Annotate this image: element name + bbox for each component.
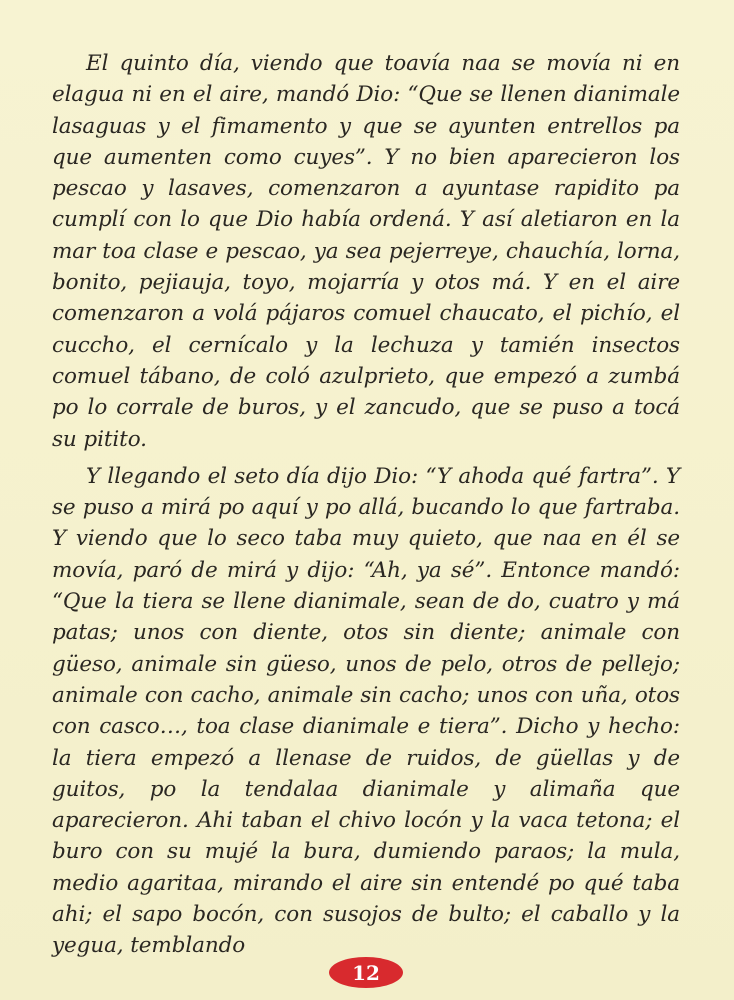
paragraph-1: El quinto día, viendo que toavía naa se movía ni en elagua ni en el aire, mandó Dio: “Que se llenen dianimale lasaguas y el fimamento y que se ayunten entrellos pa que aumenten como cuyes”. Y no bien aparecieron los pescao y lasaves, comenzaron a ayuntase rapidito pa cumplí con lo que Dio había ordená. Y así aletiaron en la mar toa clase e pescao, ya sea pejerreye, chauchía, lorna, bonito, pejiauja, toyo, mojarría y otos má. Y en el aire comenzaron a volá pájaros comuel chaucato, el pichío, el cuccho, el cernícalo y la lechuza y tamién insectos comuel tábano, de coló azulprieto, que empezó a zumbá po lo corrale de buros, y el zancudo, que se puso a tocá su pitito.	[52, 51, 680, 452]
body-text	[52, 48, 680, 962]
page-number-badge	[329, 957, 403, 988]
page-number: 12	[352, 960, 380, 985]
paragraph-2: Y llegando el seto día dijo Dio: “Y ahoda qué fartra”. Y se puso a mirá po aquí y po allá, bucando lo que fartraba. Y viendo que lo seco taba muy quieto, que naa en él se movía, paró de mirá y dijo: “Ah, ya sé”. Entonce mandó: “Que la tiera se llene dianimale, sean de do, cuatro y má patas; unos con diente, otos sin diente; animale con güeso, animale sin güeso, unos de pelo, otros de pellejo; animale con cacho, animale sin cacho; unos con uña, otos con casco…, toa clase dianimale e tiera”. Dicho y hecho: la tiera empezó a llenase de ruidos, de güellas y de guitos, po la tendalaa dianimale y alimaña que aparecieron. Ahi taban el chivo locón y la vaca tetona; el buro con su mujé la bura, dumiendo paraos; la mula, medio agaritaa, mirando el aire sin entendé po qué taba ahi; el sapo bocón, con susojos de bulto; el caballo y la yegua, temblando	[52, 463, 680, 959]
